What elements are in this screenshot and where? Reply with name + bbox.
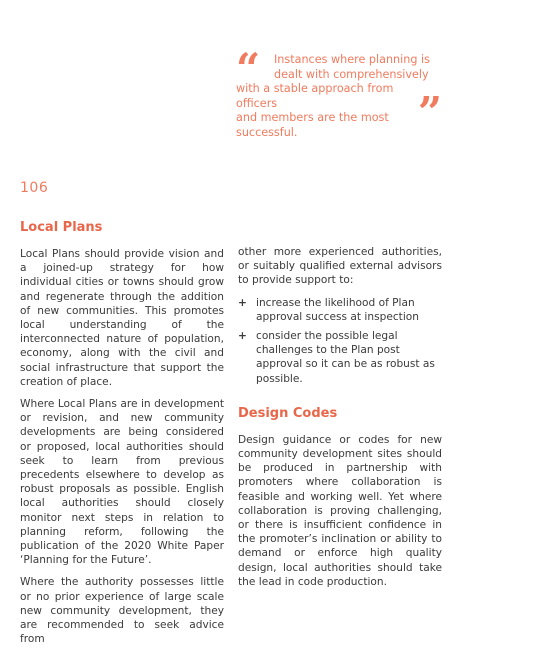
support-list (238, 296, 442, 386)
right-column (238, 245, 442, 597)
list-item (238, 296, 442, 324)
local-plans-paragraph-3-continued: other more experienced authorities, or suitably qualified external advisors to provide support to: (238, 246, 442, 287)
pull-quote-text (236, 53, 436, 140)
pull-quote (236, 44, 442, 139)
page-number: 106 (20, 180, 49, 196)
list-item-text: increase the likelihood of Plan approval success at inspection (256, 296, 419, 323)
design-codes-heading: Design Codes (238, 405, 338, 421)
pull-quote-line: dealt with comprehensively (274, 67, 429, 81)
local-plans-paragraph-2: Where Local Plans are in development or revision, and new community developments are being considered or proposed, local authorities should seek to learn from previous precedents elsewhere to develop as robust proposals as possible. English local authorities should closely monitor next steps in relation to planning reform, following the publication of the 2020 White Paper ‘Planning for the Future’. (20, 398, 224, 567)
left-column (20, 220, 224, 654)
open-quote-icon: “ (236, 44, 261, 93)
pull-quote-line: and members are the most (236, 111, 389, 124)
local-plans-paragraph-3: Where the authority possesses little or no prior experience of large scale new community development, they are recommended to seek advice from (20, 576, 224, 646)
plus-icon: + (238, 296, 247, 309)
list-item (238, 329, 442, 386)
pull-quote-line: with a stable approach from officers (236, 82, 394, 110)
plus-icon: + (238, 330, 247, 343)
list-item-text: consider the possible legal challenges to the Plan post approval so it can be as robust as possible. (256, 330, 435, 385)
local-plans-heading: Local Plans (20, 220, 103, 235)
close-quote-icon: ” (417, 88, 442, 137)
design-codes-paragraph: Design guidance or codes for new community development sites should be produced in partnership with promoters where collaboration is feasible and working well. Yet where collaboration is proving challenging, or there is insufficient confidence in the promoter’s inclination or ability to demand or enforce high quality design, local authorities should take the lead in code production. (238, 433, 442, 588)
pull-quote-line: Instances where planning is (274, 53, 430, 66)
local-plans-paragraph-1: Local Plans should provide vision and a joined-up strategy for how individual cities or towns should grow and regenerate through the addition of new communities. This promotes local understanding of the interconnected nature of population, economy, along with the civil and social infrastructure that support the creation of place. (20, 248, 224, 388)
pull-quote-line: successful. (236, 125, 298, 139)
